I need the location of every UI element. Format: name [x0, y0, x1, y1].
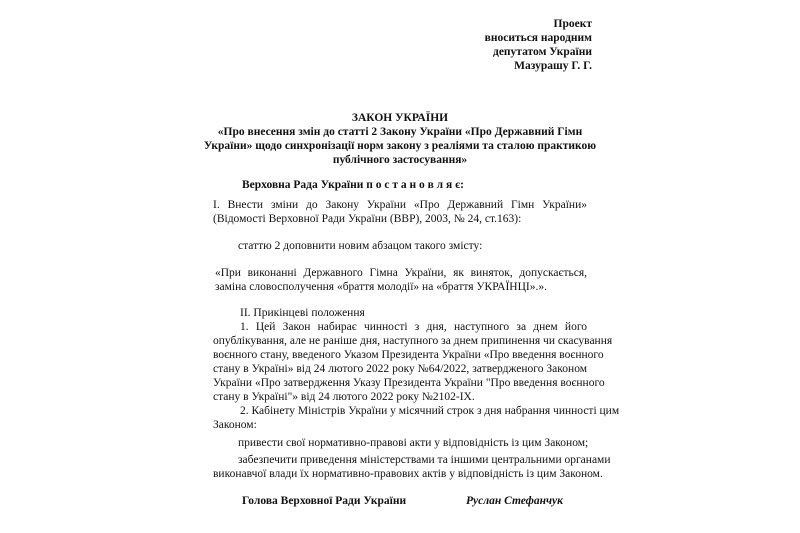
section-1-line: І. Внести зміни до Закону України «Про Державний Гімн України»	[213, 199, 587, 211]
provision-ministries-line: забезпечити приведення міністерствами та іншими центральними органами	[238, 454, 611, 466]
provision-1-line: 1. Цей Закон набирає чинності з дня, наступного за днем його	[240, 321, 587, 333]
provision-2-line: 2. Кабінету Міністрів України у місячний строк з дня набрання чинності цим	[240, 405, 620, 417]
provision-2-line: Законом:	[213, 419, 257, 431]
law-subtitle-line: публічного застосування»	[332, 154, 468, 166]
final-provisions-heading: ІІ. Прикінцеві положення	[240, 307, 365, 319]
provision-acts-line: привести свої нормативно-правові акти у відповідність із цим Законом;	[238, 437, 589, 449]
provision-1-line: стану в Україні» від 24 лютого 2022 року №64/2022, затвердженого Законом	[213, 363, 587, 375]
signature-position: Голова Верховної Ради України	[242, 495, 407, 507]
quote-line: заміна словосполучення «браття молодії» на «браття УКРАЇНЦІ».».	[215, 281, 547, 293]
provision-1-line: України «Про затвердження Указу Президента України "Про введення воєнного	[213, 377, 605, 389]
law-subtitle-line: «Про внесення змін до статті 2 Закону України «Про Державний Гімн	[217, 126, 583, 138]
provision-1-line: воєнного стану, введеного Указом Президента України «Про введення воєнного	[213, 349, 604, 361]
law-subtitle-line: України» щодо синхронізації норм закону з реаліями та сталою практикою	[203, 140, 597, 152]
law-heading: ЗАКОН УКРАЇНИ	[351, 112, 449, 124]
article-2-instruction: статтю 2 доповнити новим абзацом такого змісту:	[238, 240, 483, 252]
signature-name: Руслан Стефанчук	[466, 495, 563, 507]
provision-ministries-line: виконавчої влади їх нормативно-правових актів у відповідність із цим Законом.	[213, 468, 603, 480]
header-line: вноситься народним	[484, 32, 592, 44]
provision-1-line: опублікування, але не раніше дня, наступного за днем припинення чи скасування	[213, 335, 613, 347]
header-line: Мазурашу Г. Г.	[514, 60, 592, 72]
provision-1-line: стану в Україні"» від 24 лютого 2022 року №2102-IX.	[213, 391, 475, 403]
decree-line: Верховна Рада України п о с т а н о в л я є:	[242, 179, 464, 191]
header-line: депутатом України	[493, 46, 592, 58]
header-line: Проект	[553, 18, 592, 30]
quote-line: «При виконанні Державного Гімна України, як виняток, допускається,	[215, 267, 587, 279]
section-1-line: (Відомості Верховної Ради України (ВВР), 2003, № 24, ст.163):	[213, 213, 522, 225]
